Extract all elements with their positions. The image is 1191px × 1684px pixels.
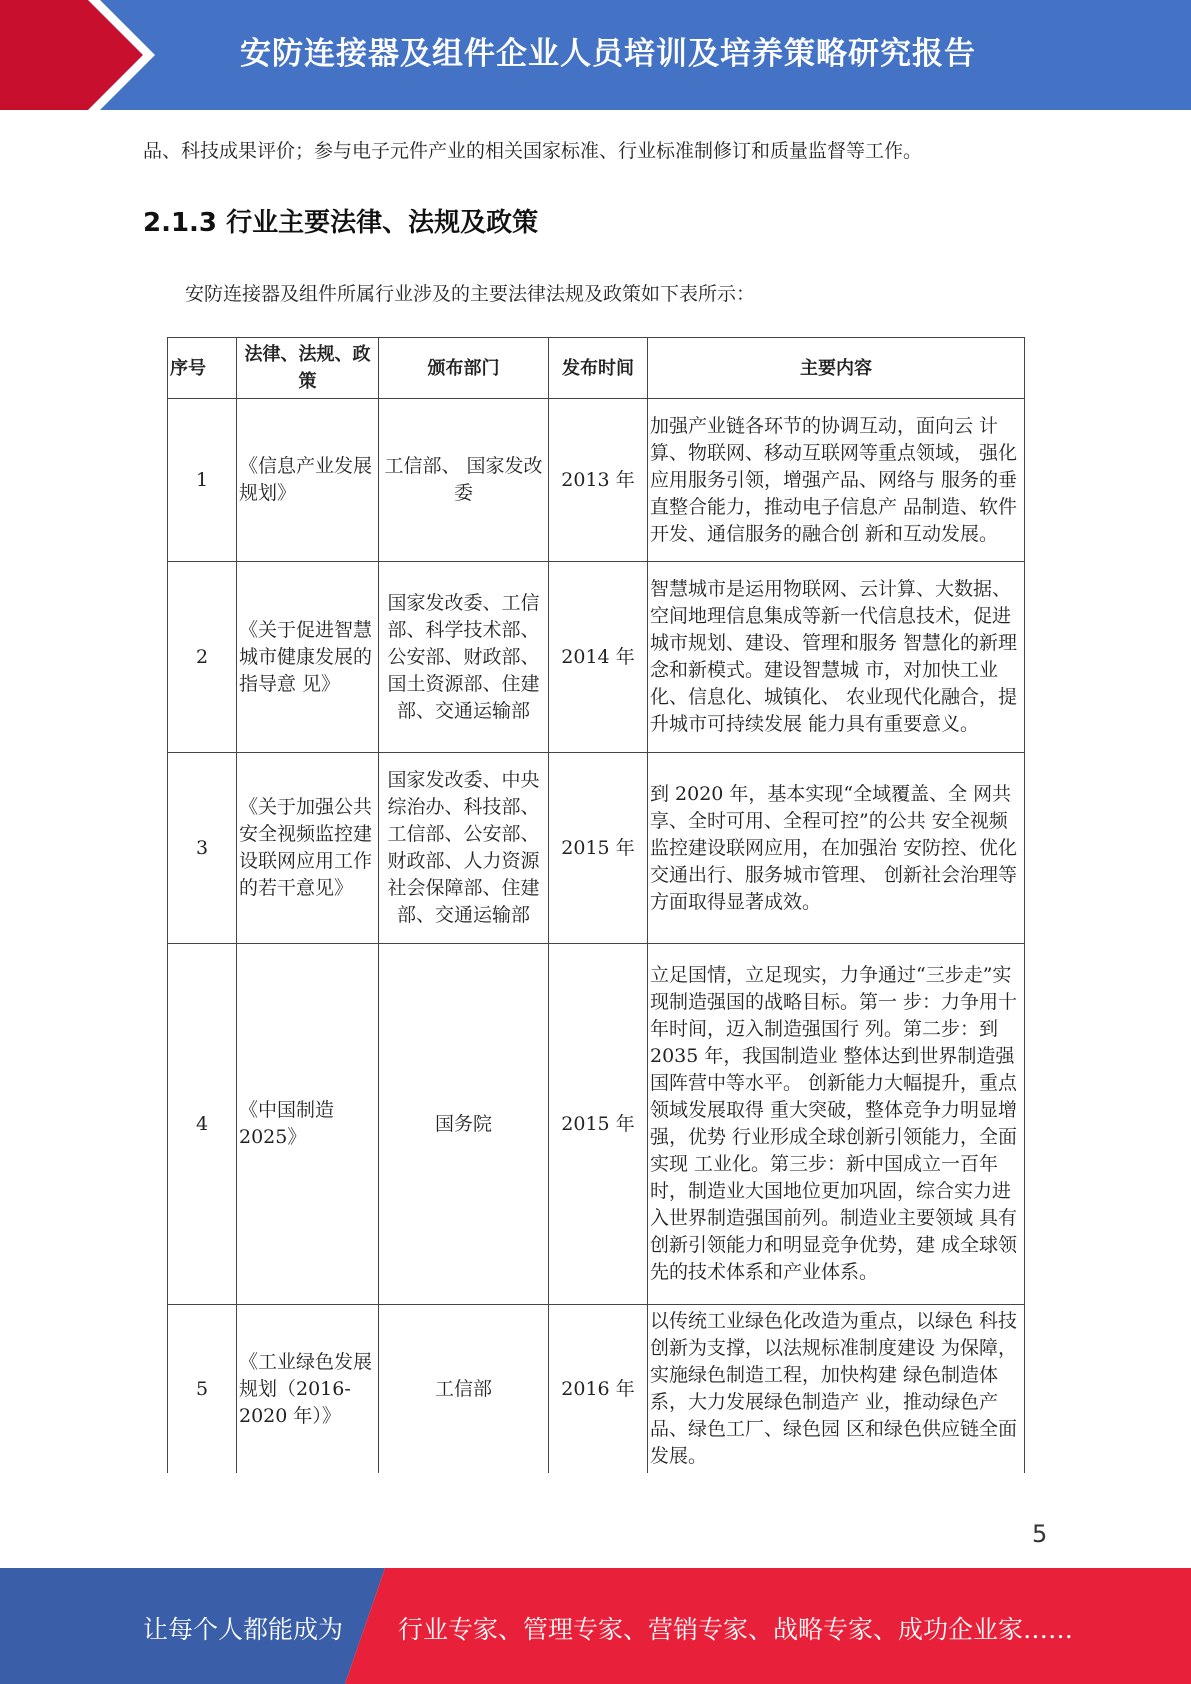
issuing-department: 国务院 [379, 944, 549, 1305]
main-content: 智慧城市是运用物联网、云计算、大数据、空间地理信息集成等新一代信息技术，促进城市规划、建设、管理和服务 智慧化的新理念和新模式。建设智慧城 市，对加快工业化、信息化、城镇化、 农业现代化融合，提升城市可持续发展 能力具有重要意义。 [648, 562, 1025, 753]
table-row [168, 562, 1025, 753]
main-content: 到 2020 年，基本实现“全域覆盖、全 网共享、全时可用、全程可控”的公共 安全视频监控建设联网应用，在加强治 安防控、优化交通出行、服务城市管理、 创新社会治理等方面取得显著成效。 [648, 753, 1025, 944]
page-number: 5 [1032, 1520, 1048, 1548]
row-number: 4 [168, 944, 237, 1305]
header-cell-department: 颁布部门 [379, 338, 549, 399]
footer-slogan-left: 让每个人都能成为 [143, 1615, 344, 1644]
issue-date: 2016 年 [549, 1305, 648, 1474]
footer-slogan-right: 行业专家、管理专家、营销专家、战略专家、成功企业家…… [398, 1615, 1074, 1644]
policy-name: 《中国制造 2025》 [237, 944, 379, 1305]
header-cell-date: 发布时间 [549, 338, 648, 399]
issue-date: 2015 年 [549, 753, 648, 944]
policy-name: 《关于加强公共安全视频监控建设联网应用工作的若干意见》 [237, 753, 379, 944]
table-intro-text: 安防连接器及组件所属行业涉及的主要法律法规及政策如下表所示： [185, 283, 756, 305]
issue-date: 2013 年 [549, 399, 648, 562]
row-number: 2 [168, 562, 237, 753]
intro-text: 品、科技成果评价；参与电子元件产业的相关国家标准、行业标准制修订和质量监督等工作。 [143, 140, 923, 162]
table-header-row [168, 338, 1025, 399]
policy-name: 《关于促进智慧城市健康发展的指导意 见》 [237, 562, 379, 753]
policy-name: 《信息产业发展规划》 [237, 399, 379, 562]
page-header [0, 0, 1191, 110]
row-number: 5 [168, 1305, 237, 1474]
issuing-department: 工信部 [379, 1305, 549, 1474]
main-content: 以传统工业绿色化改造为重点，以绿色 科技创新为支撑，以法规标准制度建设 为保障，实施绿色制造工程，加快构建 绿色制造体系，大力发展绿色制造产 业，推动绿色产品、绿色工厂、绿色园 区和绿色供应链全面发展。 [648, 1305, 1025, 1474]
table-row [168, 944, 1025, 1305]
issuing-department: 国家发改委、工信部、科学技术部、公安部、财政部、国土资源部、住建部、交通运输部 [379, 562, 549, 753]
red-arrow-graphic [0, 0, 160, 110]
issuing-department: 国家发改委、中央综治办、科技部、工信部、公安部、财政部、人力资源社会保障部、住建部、交通运输部 [379, 753, 549, 944]
table-row [168, 399, 1025, 562]
main-content: 加强产业链各环节的协调互动，面向云 计算、物联网、移动互联网等重点领域， 强化应用服务引领，增强产品、网络与 服务的垂直整合能力，推动电子信息产 品制造、软件开发、通信服务的融合创 新和互动发展。 [648, 399, 1025, 562]
issuing-department: 工信部、 国家发改委 [379, 399, 549, 562]
issue-date: 2014 年 [549, 562, 648, 753]
policy-table [167, 337, 1025, 1473]
row-number: 1 [168, 399, 237, 562]
header-cell-law: 法律、法规、政策 [237, 338, 379, 399]
policy-name: 《工业绿色发展规划（2016-2020 年）》 [237, 1305, 379, 1474]
table-row [168, 753, 1025, 944]
section-heading: 2.1.3 行业主要法律、法规及政策 [143, 208, 539, 238]
table-row [168, 1305, 1025, 1474]
header-cell-content: 主要内容 [648, 338, 1025, 399]
row-number: 3 [168, 753, 237, 944]
header-cell-number: 序号 [168, 338, 237, 399]
issue-date: 2015 年 [549, 944, 648, 1305]
report-title: 安防连接器及组件企业人员培训及培养策略研究报告 [240, 36, 976, 72]
main-content: 立足国情，立足现实，力争通过“三步走”实现制造强国的战略目标。第一 步：力争用十年时间，迈入制造强国行 列。第二步：到 2035 年，我国制造业 整体达到世界制造强国阵营中等水平。 创新能力大幅提升，重点领域发展取得 重大突破，整体竞争力明显增强，优势 行业形成全球创新引领能力，全面实现 工业化。第三步：新中国成立一百年时，制造业大国地位更加巩固，综合实力进 入世界制造强国前列。制造业主要领域 具有创新引领能力和明显竞争优势，建 成全球领先的技术体系和产业体系。 [648, 944, 1025, 1305]
page-footer [0, 1568, 1191, 1684]
